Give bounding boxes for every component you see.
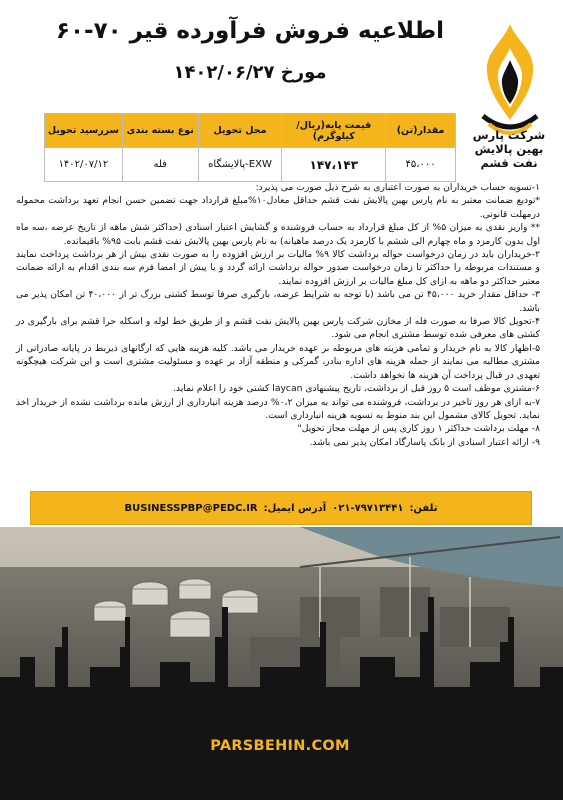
table-header-row — [45, 114, 456, 148]
cell-packaging: فله — [122, 148, 198, 182]
page-title: اطلاعیه فروش فرآورده قیر ۷۰-۶۰ — [55, 18, 445, 44]
table-row — [45, 148, 456, 182]
col-quantity: مقدار(تن) — [386, 114, 456, 148]
refinery-photo — [0, 527, 563, 800]
term-item: ۲-خریداران باید در زمان درخواست حواله برداشت کالا ۹% مالیات بر ارزش افزوده را به صورت نقدی بیش از هر برداشت پرداخت نمایند و مستندات مربوطه را حداکثر تا زمان درخواست صدور حواله برداشت ارائه گردد و یا پیش از امضا فرم سه بندی اقدام به ارائه ضمانت معتبر حداکثر دو ماهه به ازای کل مبلغ مالیات بر ارزش افزوده نمایند. — [16, 249, 541, 287]
cell-delivery-place: EXW-پالایشگاه — [198, 148, 282, 182]
col-base-price: قیمت پایه(ریال/کیلوگرم) — [282, 114, 386, 148]
logo-line-3: نفت قشم — [480, 156, 538, 170]
email-label: آدرس ایمیل: — [263, 502, 327, 514]
term-item: ۷-به ازای هر روز تاخیر در برداشت، فروشنده می تواند به میزان ۰،۲% درصد هزینه انبارداری از ارزش مانده برداشت نشده از خریدار اخذ نماید. تحویل کالای مشمول این بند منوط به تسویه هزینه انبارداری است. — [16, 396, 541, 421]
cell-due-date: ۱۴۰۲/۰۷/۱۲ — [45, 148, 123, 182]
sale-info-table — [44, 113, 456, 182]
cell-quantity: ۴۵،۰۰۰ — [386, 148, 456, 182]
email-address[interactable]: BUSINESSPBP@PEDC.IR — [124, 502, 258, 514]
term-item: ۶-مشتری موظف است ۵ روز قبل از برداشت، تاریخ پیشنهادی laycan کشتی خود را اعلام نماید. — [172, 383, 540, 395]
term-item: ۵-اظهار کالا به نام خریدار و تمامی هزینه های مربوطه بر عهده خریدار می باشد. کلیه هزینه هایی که ارگانهای ذیربط در پایانه صادراتی از مشتری مطالبه می نمایند از جمله هزینه های اداره بنادر، گمرکی و منطقه آزاد بر عهده و مسئولیت مشتری است و این شرکت هیچگونه تعهدی در قبال پرداخت آن هزینه ها نخواهد داشت. — [16, 342, 540, 381]
term-item: ۹- ارائه اعتبار اسنادی از بانک پاسارگاد امکان پذیر نمی باشد. — [309, 436, 540, 448]
term-item: ۸- مهلت برداشت حداکثر ۱ روز کاری پس از مهلت مجاز تحویل" — [297, 423, 540, 435]
phone-label: تلفن: — [409, 502, 438, 514]
phone-number[interactable]: ۰۲۱-۷۹۷۱۳۴۴۱ — [332, 502, 404, 514]
term-item: ۳- حداقل مقدار خرید ۴۵،۰۰۰ تن می باشد (با توجه به شرایط عرضه، بارگیری صرفا توسط کشتی بزرگ تر از ۴۰،۰۰۰ تن امکان پذیر می باشد. — [16, 289, 540, 314]
term-item: ۴-تحویل کالا صرفا به صورت فله از مخازن شرکت پارس بهین پالایش نفت قشم و از طریق خط لوله و اسکله حرا قشم برای بارگیری در کشتی های معرفی شده توسط مشتری انجام می شود. — [16, 316, 540, 341]
term-item: *تودیع ضمانت معتبر به نام پارس بهین پالایش نفت قشم حداقل معادل۱۰%مبلغ قرارداد جهت تضمین حسن انجام تعهد برداشت محموله درمهلت قانونی. — [16, 195, 541, 220]
logo-line-1: شرکت پارس — [472, 128, 546, 142]
term-item: ** واریز نقدی به میزان ۵% از کل مبلغ قرارداد به حساب فروشنده و گشایش اعتبار اسنادی (حداکثر شش ماهه از تاریخ عرضه ،سه ماه اول بدون کارمزد و ماه چهارم الی ششم با کارمزد یک درصد ماهیانه) به نام پارس بهین پالایش نفت قشم بابت ۹۵% باقیمانده. — [16, 222, 540, 247]
col-due-date: سررسید تحویل — [45, 114, 123, 148]
logo-wordmark — [463, 128, 555, 170]
col-delivery-place: محل تحویل — [198, 114, 282, 148]
announcement-date: مورخ ۱۴۰۲/۰۶/۲۷ — [173, 62, 327, 83]
cell-base-price: ۱۴۷،۱۴۳ — [282, 148, 386, 182]
col-packaging: نوع بسته بندی — [122, 114, 198, 148]
term-item: ۱-تسویه حساب خریداران به صورت اعتباری به شرح ذیل صورت می پذیرد: — [255, 182, 540, 193]
contact-bar — [30, 491, 532, 525]
website-link[interactable]: PARSBEHIN.COM — [210, 738, 350, 754]
terms-list — [16, 181, 540, 449]
logo-line-2: بهین پالایش — [474, 142, 544, 156]
